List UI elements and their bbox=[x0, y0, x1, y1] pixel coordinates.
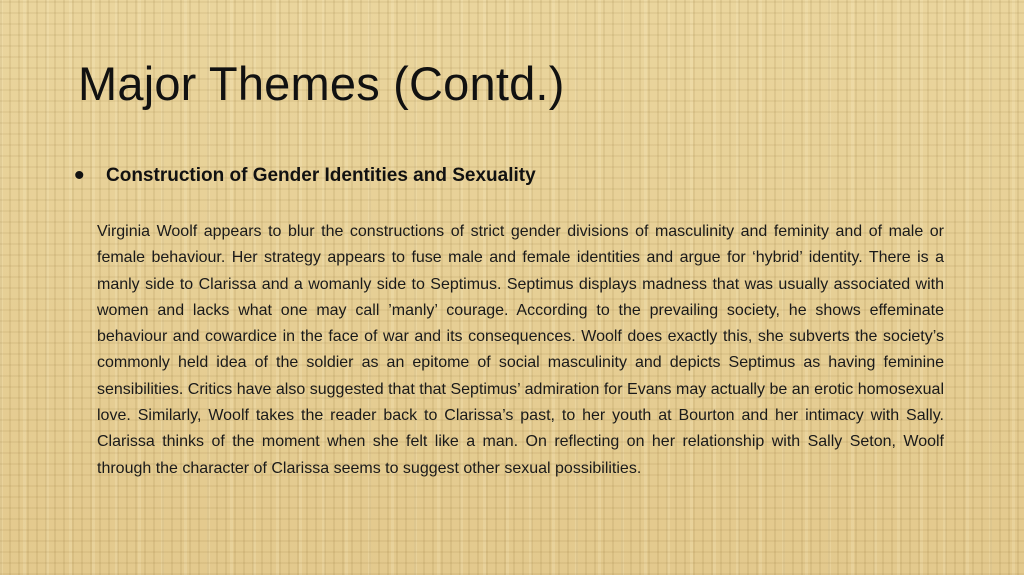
slide-title: Major Themes (Contd.) bbox=[78, 57, 565, 110]
bullet-heading: Construction of Gender Identities and Sexuality bbox=[106, 165, 536, 186]
bullet-dot-icon: • bbox=[74, 159, 85, 192]
bullet-item bbox=[74, 159, 536, 192]
body-paragraph: Virginia Woolf appears to blur the constructions of strict gender divisions of masculinity and feminity and of male or female behaviour. Her strategy appears to fuse male and female identities and argue for ‘hybrid’ identity. There is a manly side to Clarissa and a womanly side to Septimus. Septimus displays madness that was usually associated with women and lacks what one may call ’manly’ courage. According to the prevailing society, he shows effeminate behaviour and cowardice in the face of war and its consequences. Woolf does exactly this, she subverts the society’s commonly held idea of the soldier as an epitome of social masculinity and depicts Septimus as having feminine sensibilities. Critics have also suggested that that Septimus’ admiration for Evans may actually be an erotic homosexual love. Similarly, Woolf takes the reader back to Clarissa’s past, to her youth at Bourton and her intimacy with Sally. Clarissa thinks of the moment when she felt like a man. On reflecting on her relationship with Sally Seton, Woolf through the character of Clarissa seems to suggest other sexual possibilities. bbox=[97, 223, 944, 477]
